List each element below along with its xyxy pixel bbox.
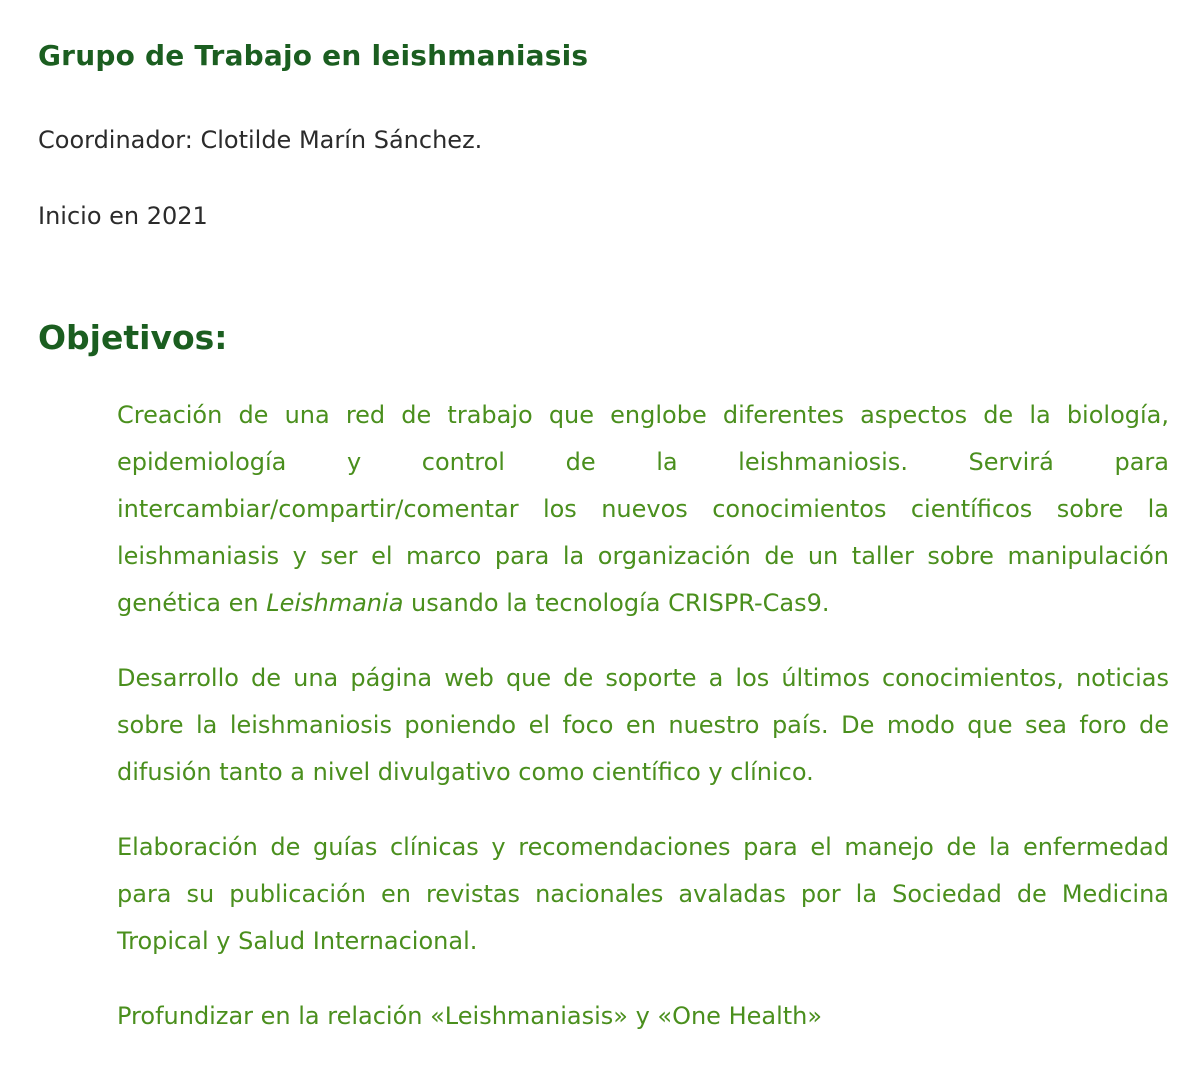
objective-item: Profundizar en la relación «Leishmaniasis» y «One Health» <box>117 1002 823 1030</box>
objective-item: Elaboración de guías clínicas y recomendaciones para el manejo de la enfermedad para su publicación en revistas nacionales avaladas por la Sociedad de Medicina Tropical y Salud Internacional. <box>117 833 1169 955</box>
coordinator-line: Coordinador: Clotilde Marín Sánchez. <box>38 126 483 154</box>
objectives-list <box>117 392 1169 1068</box>
objective-text: usando la tecnología CRISPR-Cas9. <box>403 589 830 617</box>
objective-text: Creación de una red de trabajo que englobe diferentes aspectos de la biología, epidemiología y control de la leishmaniosis. Servirá para intercambiar/compartir/comentar los nuevos conocimientos científicos sobre la leishmaniasis y ser el marco para la organización de un taller sobre manipulación genética en <box>117 401 1169 617</box>
group-title: Grupo de Trabajo en leishmaniasis <box>38 39 589 72</box>
objective-item: Desarrollo de una página web que de soporte a los últimos conocimientos, noticias sobre la leishmaniosis poniendo el foco en nuestro país. De modo que sea foro de difusión tanto a nivel divulgativo como científico y clínico. <box>117 664 1169 786</box>
start-date-line: Inicio en 2021 <box>38 202 208 230</box>
objective-emphasis: Leishmania <box>266 589 404 617</box>
objectives-heading: Objetivos: <box>38 318 228 357</box>
objective-item <box>117 392 1169 627</box>
